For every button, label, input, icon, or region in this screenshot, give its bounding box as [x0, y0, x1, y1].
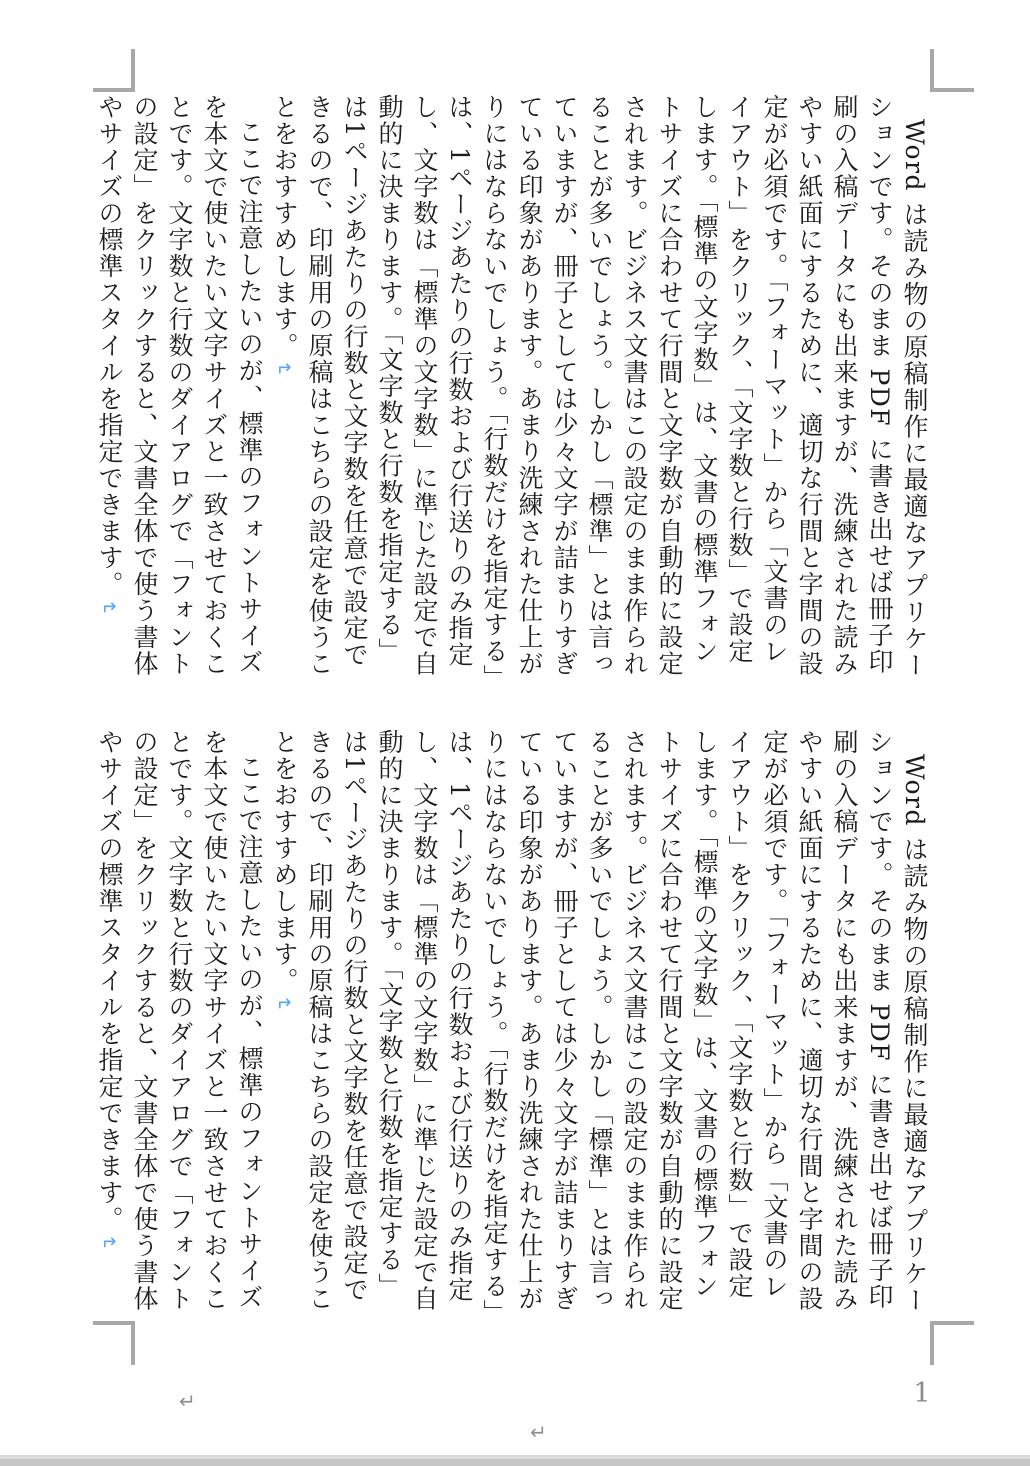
page-bottom-edge — [0, 1455, 1030, 1466]
return-mark-icon: ↵ — [530, 1420, 547, 1444]
return-mark-icon: ↵ — [179, 1389, 196, 1413]
text-boundary-mark-top-right-icon — [930, 49, 974, 92]
text-boundary-mark-bottom-right-icon — [930, 1321, 974, 1365]
paragraph-1-text[interactable]: Word は読み物の原稿制作に最適なアプリケーションです。そのまま PDF に書き出せば冊子印刷の入稿データにも出来ますが、洗練された読みやすい紙面にするために、適切な行間と字間の設定が必須です。「フォーマット」から「文書のレイアウト」をクリック、「文字数と行数」で設定します。「標準の文字数」は、文書の標準フォントサイズに合わせて行間と文字数が自動的に設定されます。ビジネス文書はこの設定のまま作られることが多いでしょう。しかし「標準」とは言っていますが、冊子としては少々文字が詰まりすぎている印象があります。あまり洗練された仕上がりにはならないでしょう。「行数だけを指定する」は、1ページあたりの行数および行送りのみ指定し、文字数は「標準の文字数」に準じた設定で自動的に決まります。「文字数と行数を指定する」は1ページあたりの行数と文字数を任意で設定できるので、印刷用の原稿はこちらの設定を使うことをおすすめします。 — [270, 729, 929, 1314]
paragraph-2-text[interactable]: ここで注意したいのが、標準のフォントサイズを本文で使いたい文字サイズと一致させておくことです。文字数と行数のダイアログで「フォントの設定」をクリックすると、文書全体で使う書体やサイズの標準スタイルを指定できます。 — [95, 729, 264, 1312]
page-number: 1 — [913, 1378, 931, 1409]
paragraph-2-text[interactable]: ここで注意したいのが、標準のフォントサイズを本文で使いたい文字サイズと一致させておくことです。文字数と行数のダイアログで「フォントの設定」をクリックすると、文書全体で使う書体やサイズの標準スタイルを指定できます。 — [95, 94, 264, 677]
paragraph-mark-icon: ↵ — [100, 1229, 117, 1252]
text-block-top — [95, 94, 932, 688]
text-boundary-mark-top-left-icon — [93, 49, 135, 92]
text-boundary-mark-bottom-left-icon — [93, 1321, 135, 1365]
paragraph-mark-icon: ↵ — [100, 594, 117, 617]
paragraph-mark-icon: ↵ — [275, 991, 292, 1014]
paragraph-1[interactable] — [267, 94, 932, 688]
paragraph-2[interactable] — [92, 729, 267, 1323]
paragraph-1[interactable] — [267, 729, 932, 1323]
paragraph-1-text[interactable]: Word は読み物の原稿制作に最適なアプリケーションです。そのまま PDF に書き出せば冊子印刷の入稿データにも出来ますが、洗練された読みやすい紙面にするために、適切な行間と字間の設定が必須です。「フォーマット」から「文書のレイアウト」をクリック、「文字数と行数」で設定します。「標準の文字数」は、文書の標準フォントサイズに合わせて行間と文字数が自動的に設定されます。ビジネス文書はこの設定のまま作られることが多いでしょう。しかし「標準」とは言っていますが、冊子としては少々文字が詰まりすぎている印象があります。あまり洗練された仕上がりにはならないでしょう。「行数だけを指定する」は、1ページあたりの行数および行送りのみ指定し、文字数は「標準の文字数」に準じた設定で自動的に決まります。「文字数と行数を指定する」は1ページあたりの行数と文字数を任意で設定できるので、印刷用の原稿はこちらの設定を使うことをおすすめします。 — [270, 94, 929, 679]
text-block-bottom — [95, 729, 932, 1323]
paragraph-2[interactable] — [92, 94, 267, 688]
paragraph-mark-icon: ↵ — [275, 356, 292, 379]
